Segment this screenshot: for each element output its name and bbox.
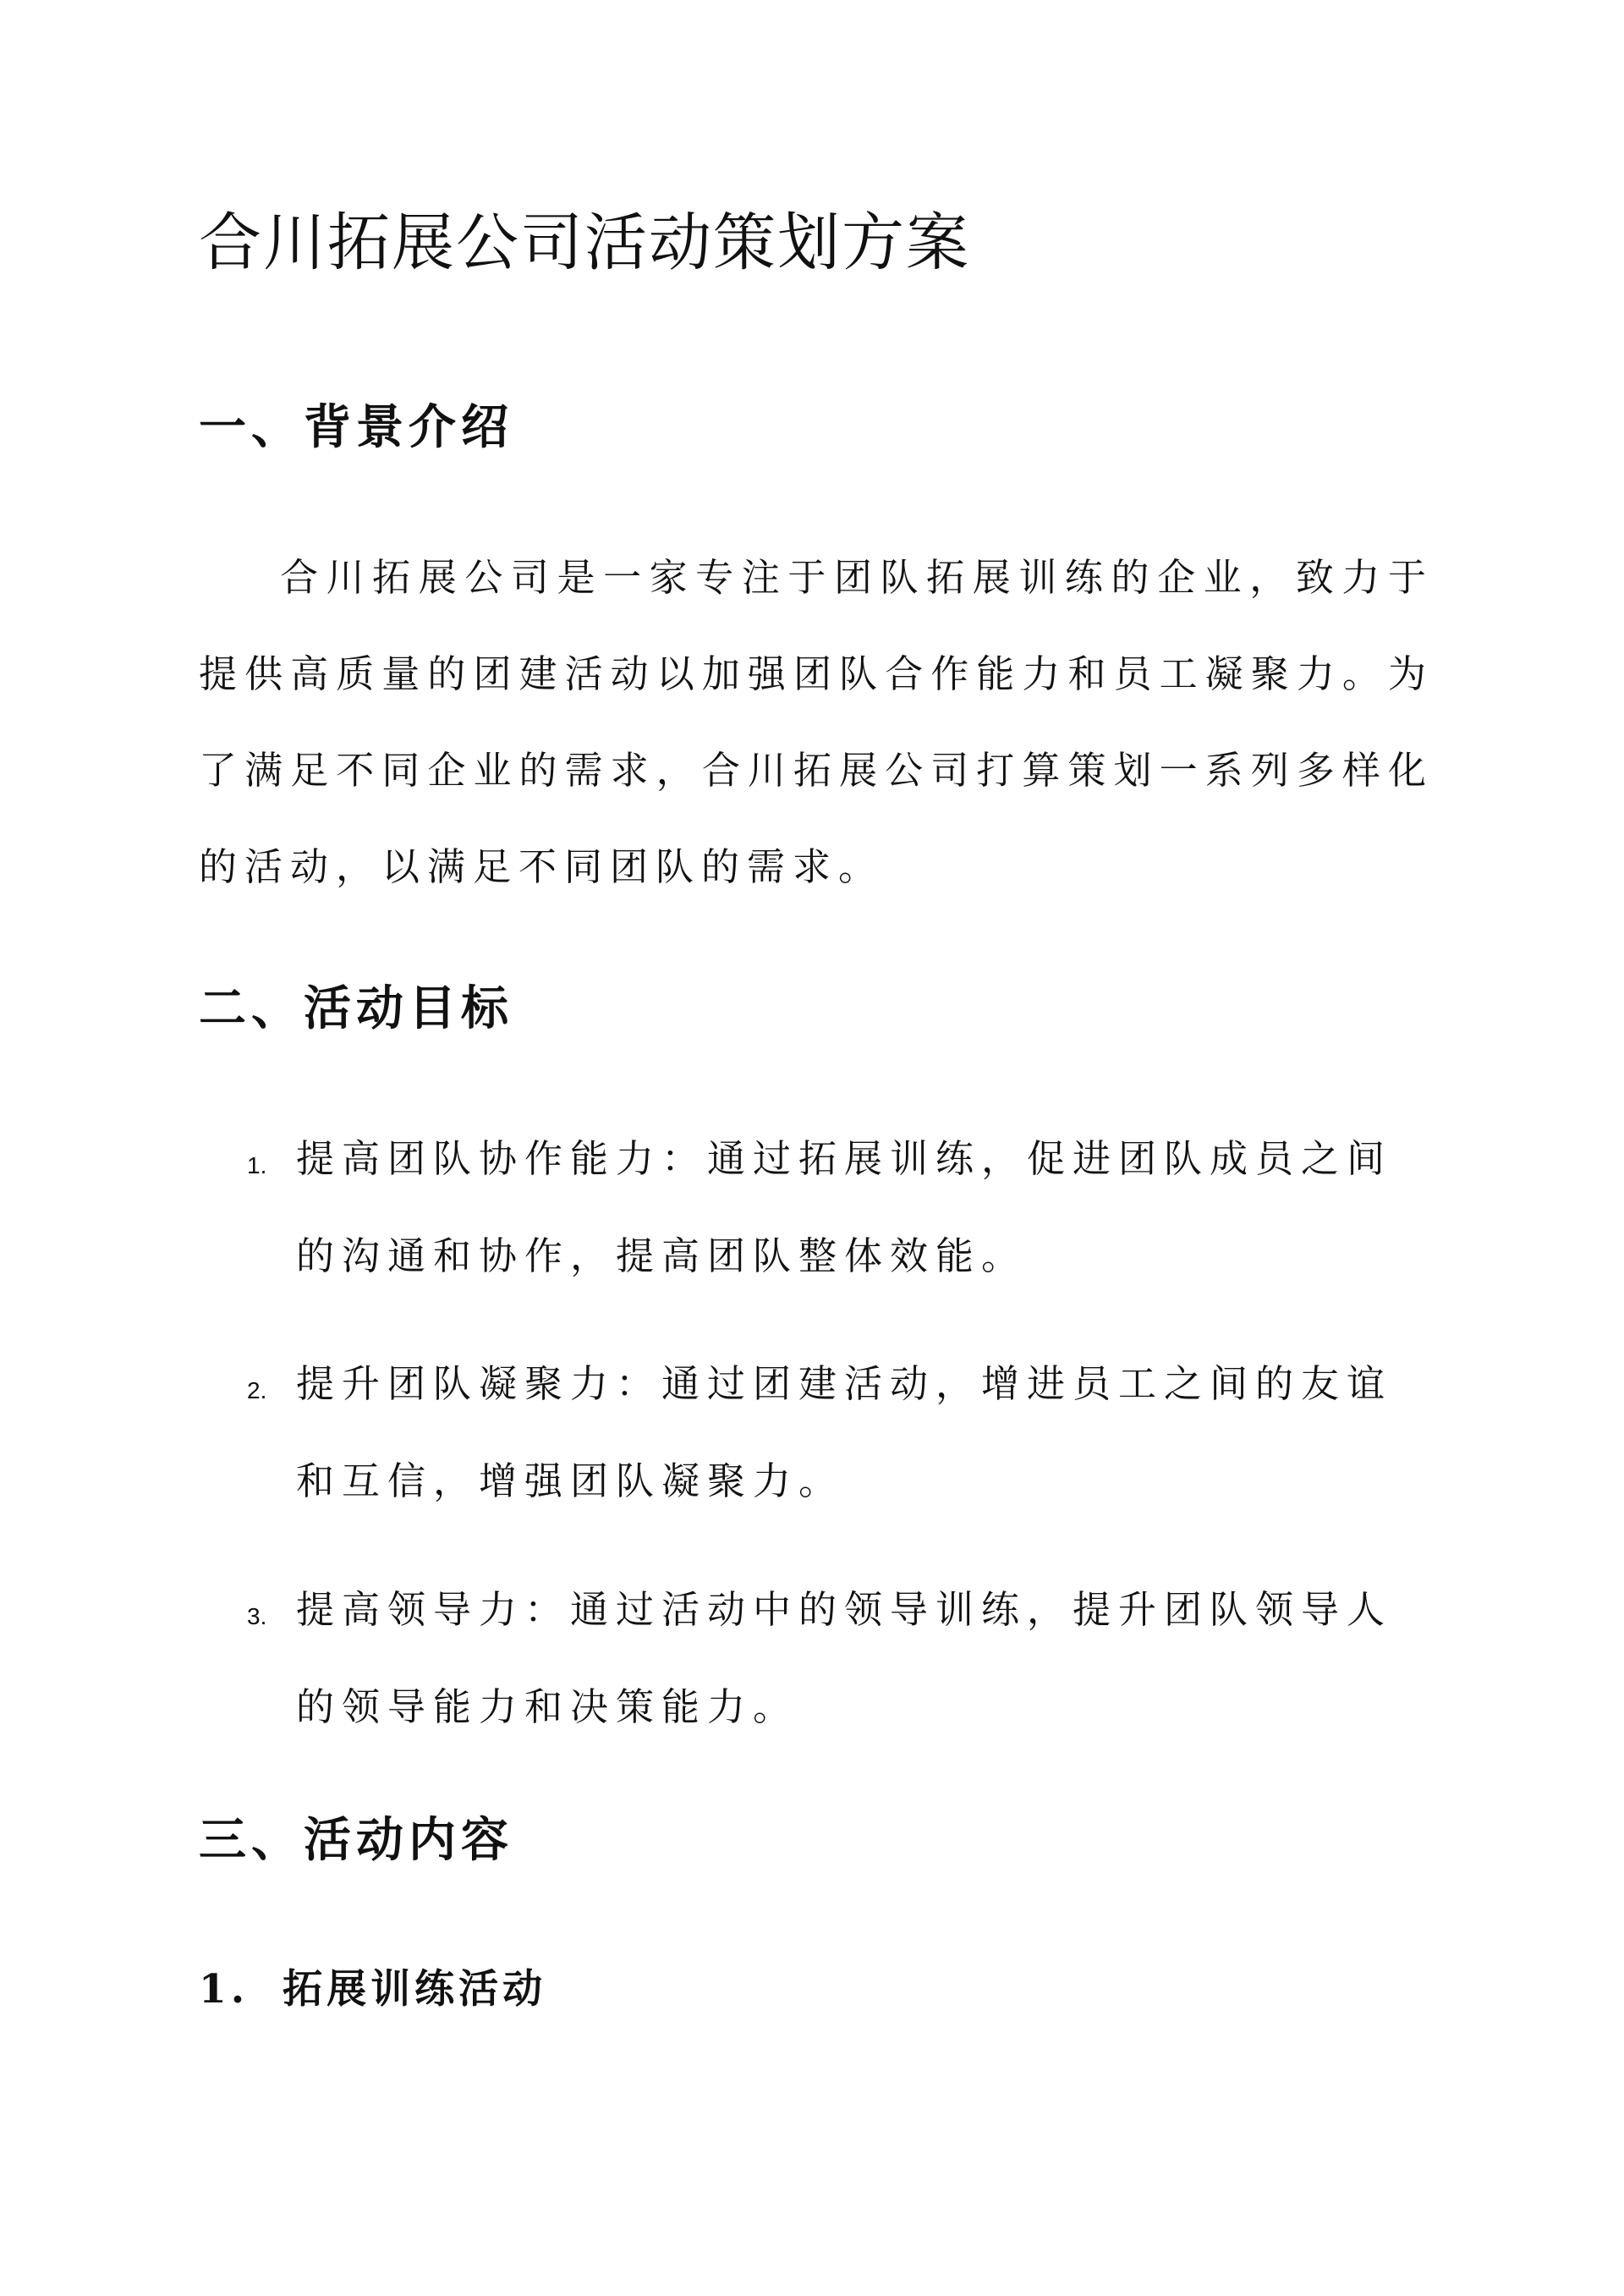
goal-item-text: 提高团队协作能力：通过拓展训练，促进团队成员之间的沟通和协作，提高团队整体效能。 xyxy=(296,1136,1393,1278)
subheading-text: 拓展训练活动 xyxy=(283,1966,547,2013)
goal-item-text: 提高领导力：通过活动中的领导训练，提升团队领导人的领导能力和决策能力。 xyxy=(296,1587,1393,1729)
goal-item-text: 提升团队凝聚力：通过团建活动，增进员工之间的友谊和互信，增强团队凝聚力。 xyxy=(296,1361,1393,1503)
section-heading-background: 一、背景介绍 xyxy=(199,400,513,455)
background-paragraph: 合川拓展公司是一家专注于团队拓展训练的企业，致力于提供高质量的团建活动以加强团队合作能力和员工凝聚力。为了满足不同企业的需求，合川拓展公司打算策划一系列多样化的活动，以满足不同团队的需求。 xyxy=(199,555,1434,889)
goal-item-number: 2. xyxy=(247,1377,267,1403)
goal-item-number: 3. xyxy=(247,1603,267,1629)
section-heading-content: 三、活动内容 xyxy=(199,1813,513,1868)
subheading-number: 1. xyxy=(199,1966,250,2013)
document-title: 合川拓展公司活动策划方案 xyxy=(199,206,970,279)
subheading-outdoor-training xyxy=(199,1966,547,2013)
goal-item-number: 1. xyxy=(247,1152,267,1178)
section-heading-goals: 二、活动目标 xyxy=(199,981,513,1036)
